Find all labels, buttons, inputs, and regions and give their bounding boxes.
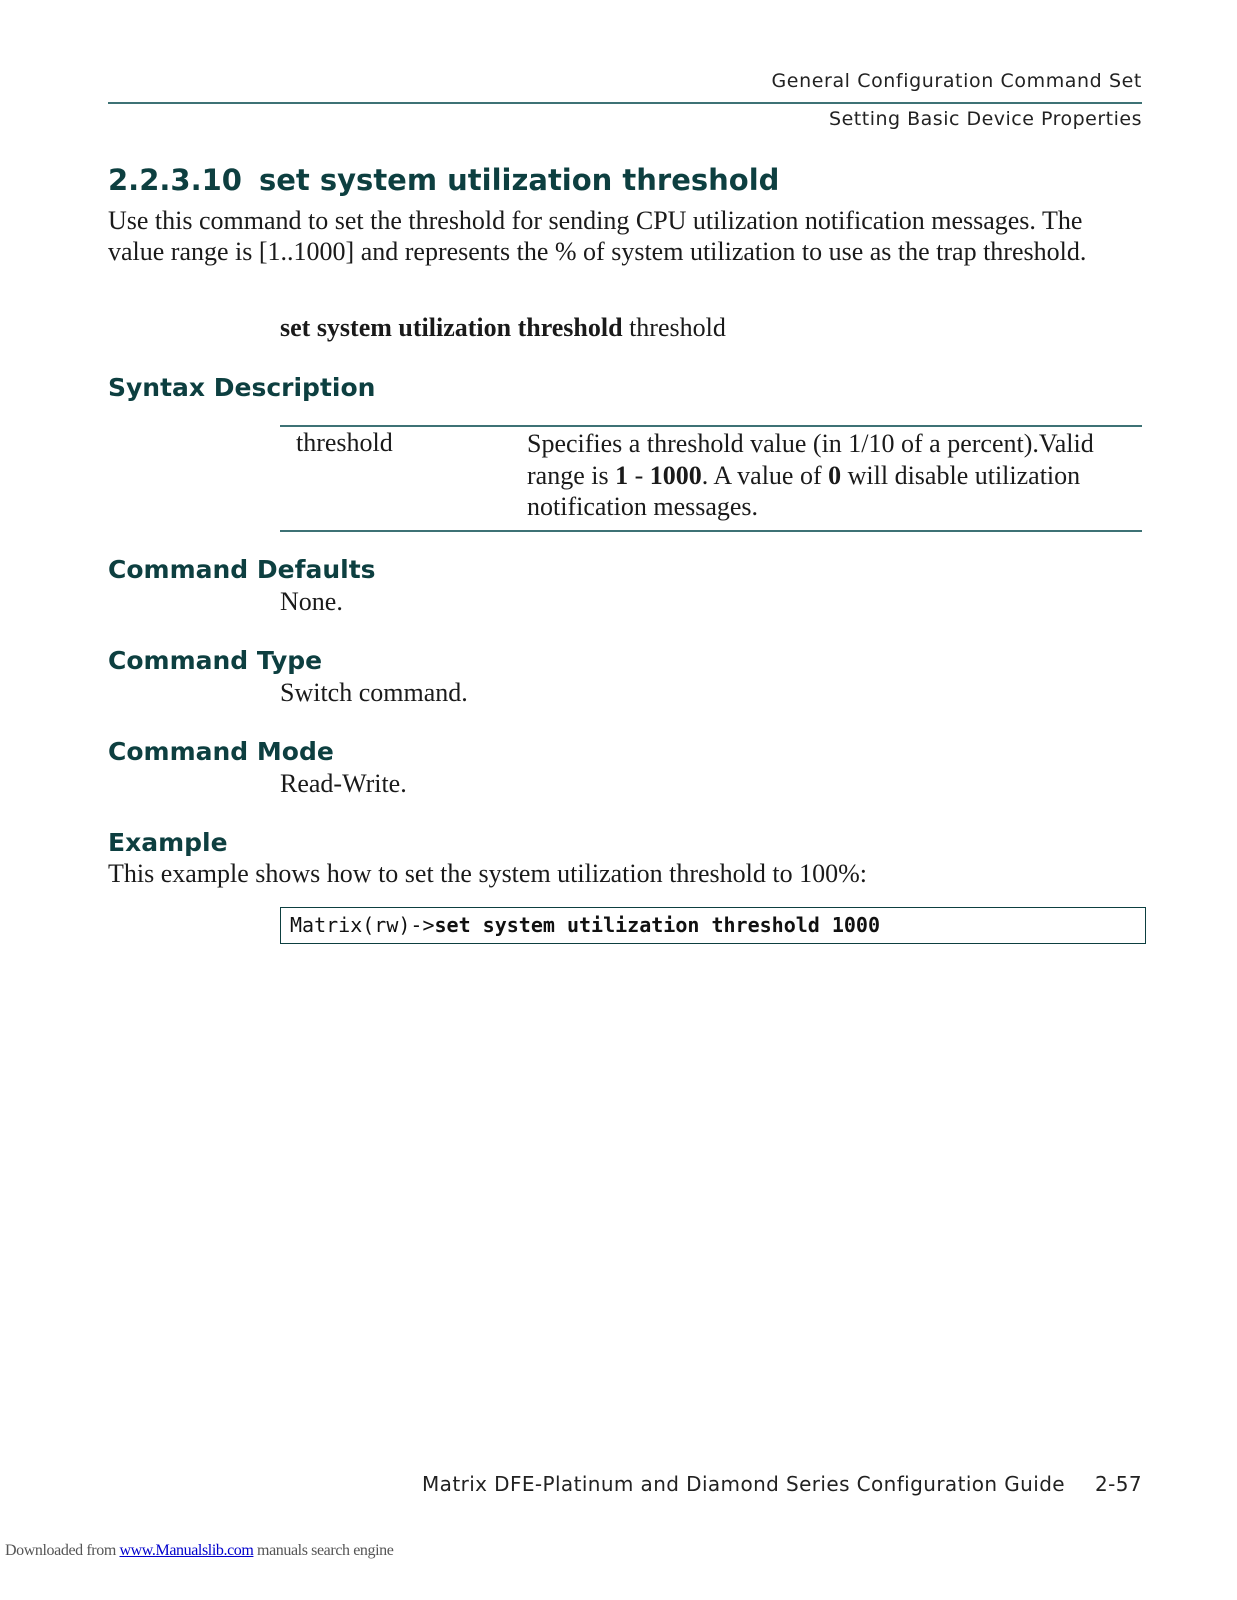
syntax-argument: threshold xyxy=(629,313,726,342)
code-example xyxy=(290,913,880,937)
download-suffix: manuals search engine xyxy=(253,1542,394,1559)
manualslib-link[interactable]: www.Manualslib.com xyxy=(119,1542,254,1559)
command-defaults-heading: Command Defaults xyxy=(108,555,376,584)
download-prefix: Downloaded from xyxy=(5,1542,120,1559)
desc-dash: - xyxy=(628,460,650,490)
desc-text-3: will disable utilization notification messages. xyxy=(527,460,1081,521)
table-top-rule xyxy=(280,425,1142,427)
example-heading: Example xyxy=(108,828,228,857)
syntax-command: set system utilization threshold xyxy=(280,313,623,342)
command-type-text: Switch command. xyxy=(280,678,468,707)
desc-max: 1000 xyxy=(649,460,702,490)
command-type-heading: Command Type xyxy=(108,646,323,675)
running-header-section: Setting Basic Device Properties xyxy=(829,108,1142,130)
command-mode-text: Read-Write. xyxy=(280,769,407,798)
code-prompt: Matrix(rw)-> xyxy=(290,913,435,937)
table-bottom-rule xyxy=(280,530,1142,532)
intro-paragraph: Use this command to set the threshold for sending CPU utilization notification messages. The value range is [1..1000] and represents the % of system utilization to use as the trap threshold. xyxy=(108,206,1087,266)
desc-min: 1 xyxy=(615,460,629,490)
page-footer xyxy=(422,1472,1142,1496)
command-defaults-text: None. xyxy=(280,587,343,616)
download-note xyxy=(5,1542,393,1560)
syntax-description-heading: Syntax Description xyxy=(108,373,376,402)
command-mode-heading: Command Mode xyxy=(108,737,334,766)
header-rule xyxy=(108,102,1142,104)
desc-text-1: Specifies a threshold value (in 1/10 of a percent).Valid range is xyxy=(527,429,1094,490)
section-title xyxy=(108,163,779,197)
table-description xyxy=(527,428,1127,523)
syntax-line xyxy=(280,313,726,343)
section-title-text: set system utilization threshold xyxy=(259,163,780,197)
code-command: set system utilization threshold 1000 xyxy=(434,913,881,937)
section-number: 2.2.3.10 xyxy=(108,163,242,197)
desc-zero: 0 xyxy=(828,460,842,490)
page-number: 2-57 xyxy=(1095,1472,1142,1496)
desc-text-2: . A value of xyxy=(701,460,829,490)
running-header-chapter: General Configuration Command Set xyxy=(771,70,1142,92)
example-text: This example shows how to set the system utilization threshold to 100%: xyxy=(108,859,867,888)
table-parameter: threshold xyxy=(296,428,393,457)
footer-title: Matrix DFE-Platinum and Diamond Series Configuration Guide xyxy=(422,1472,1065,1496)
code-example-box xyxy=(280,907,1146,944)
